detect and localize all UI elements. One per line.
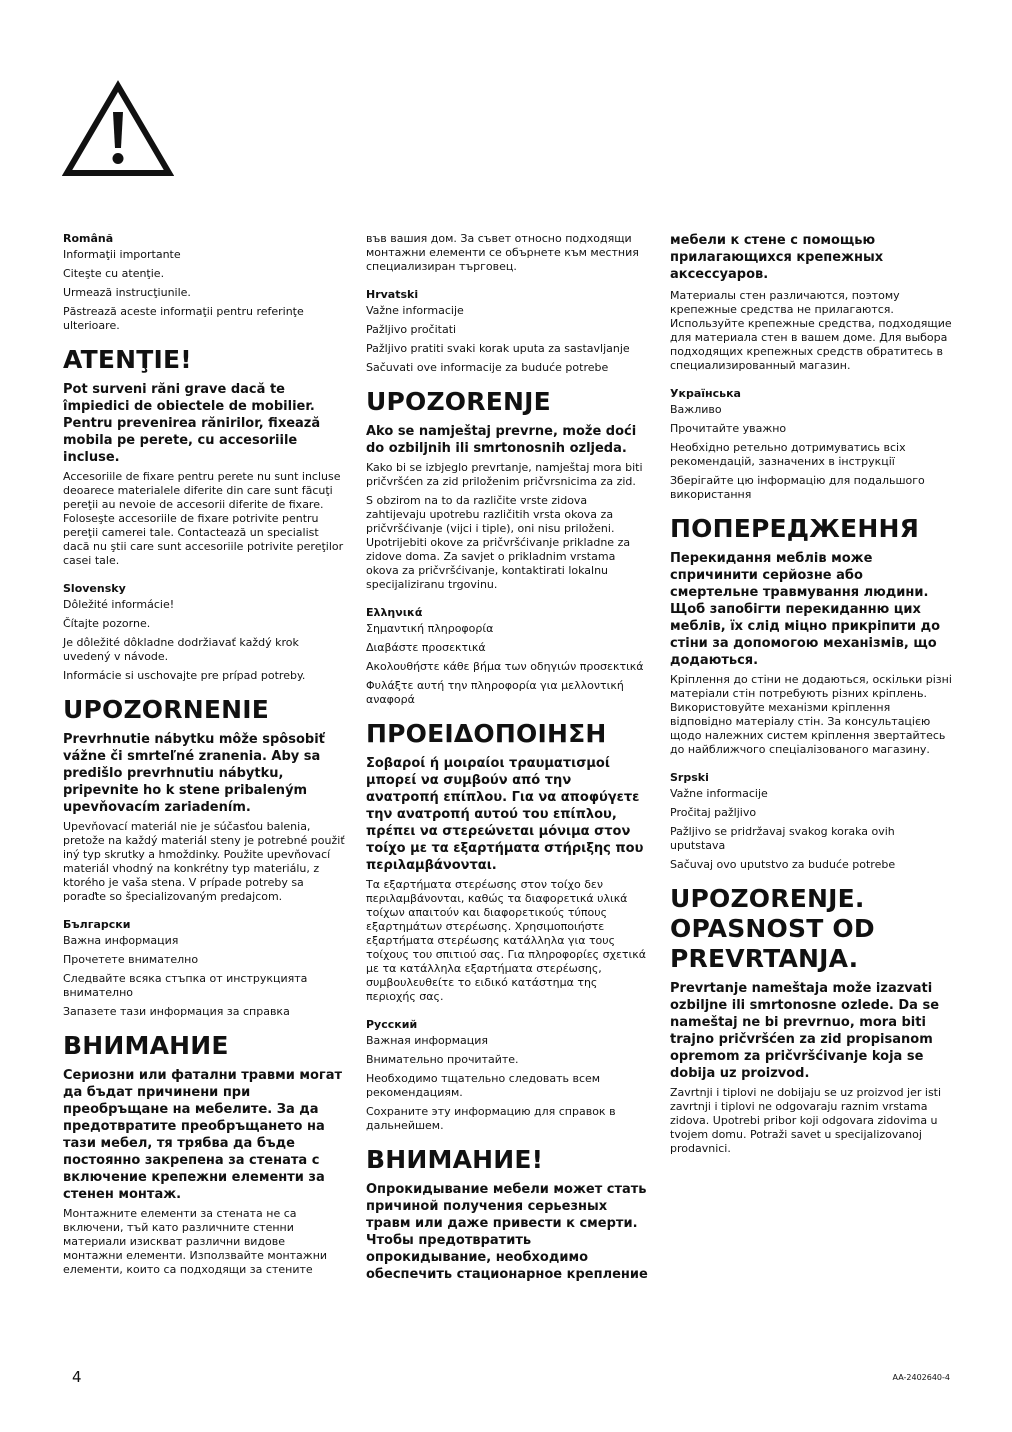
warning-lead: Ako se namještaj prevrne, može doći do ozbiljnih ili smrtonosnih ozljeda. bbox=[366, 424, 637, 456]
info-line: Внимательно прочитайте. bbox=[366, 1053, 519, 1066]
info-line: Dôležité informácie! bbox=[63, 598, 175, 611]
language-section bbox=[670, 387, 952, 771]
info-lines bbox=[670, 787, 952, 872]
info-line: Следвайте всяка стъпка от инструкцията внимателно bbox=[63, 972, 308, 999]
info-line: Необхідно ретельно дотримуватись всіх рекомендацій, зазначених в інструкції bbox=[670, 441, 906, 468]
language-section bbox=[63, 582, 345, 918]
language-section bbox=[366, 606, 648, 1018]
language-section bbox=[63, 918, 345, 1291]
info-line: Je dôležité dôkladne dodržiavať každý krok uvedený v návode. bbox=[63, 636, 299, 663]
info-line: Необходимо тщательно следовать всем рекомендациям. bbox=[366, 1072, 601, 1099]
warning-lead: Σοβαροί ή μοιραίοι τραυματισμοί μπορεί να συμβούν από την ανατροπή επίπλου. Για να αποφύγετε την ανατροπή αυτού του επίπλου, πρέπει να στερεώνεται μόνιμα στον τοίχο με τα εξαρτήματα στήριξης που περιλαμβάνονται. bbox=[366, 756, 644, 873]
info-lines bbox=[670, 403, 952, 502]
warning-paragraph: Zavrtnji i tiplovi ne dobijaju se uz proizvod jer isti zavrtnji i tiplovi ne odgovaraju raznim vrstama zidova. Upotrebi pribor koji odgovara zidovima u tvojem domu. Potraži savet u specijalizovanoj prodavnici. bbox=[670, 1086, 942, 1155]
warning-paragraph: Kako bi se izbjeglo prevrtanje, namještaj mora biti pričvršćen za zid priloženim pričvrsnicima za zid. bbox=[366, 461, 643, 488]
language-label: Slovensky bbox=[63, 582, 126, 595]
warning-heading: ВНИМАНИЕ! bbox=[366, 1145, 544, 1174]
info-line: Прочитайте уважно bbox=[670, 422, 787, 435]
warning-paragraph: Кріплення до стіни не додаються, оскільки різні матеріали стін потребують різних кріплень. Використовуйте механізми кріплення відповідно матеріалу стін. За консультацією щодо належних систем кріплення звертайтесь до найближчого спеціалізованого магазину. bbox=[670, 673, 952, 756]
info-line: Зберігайте цю інформацію для подальшого використання bbox=[670, 474, 925, 501]
warning-heading: UPOZORENJE bbox=[366, 387, 551, 416]
warning-triangle-icon bbox=[62, 80, 174, 178]
info-lines bbox=[63, 934, 345, 1019]
info-lines bbox=[366, 304, 648, 375]
info-lines bbox=[366, 622, 648, 707]
continued-paragraph: Материалы стен различаются, поэтому крепежные средства не прилагаются. Используйте крепежные средства, подходящие для материала стен в вашем доме. Для выбора подходящих крепежных средств обратитесь в специализированный магазин. bbox=[670, 289, 952, 372]
language-section bbox=[366, 1018, 648, 1296]
column-1 bbox=[63, 232, 345, 1291]
info-lines bbox=[63, 248, 345, 333]
info-line: Διαβάστε προσεκτικά bbox=[366, 641, 486, 654]
warning-heading: ПОПЕРЕДЖЕННЯ bbox=[670, 514, 920, 543]
info-line: Важная информация bbox=[366, 1034, 488, 1047]
language-label: Українська bbox=[670, 387, 741, 400]
info-lines bbox=[63, 598, 345, 683]
info-line: Sačuvati ove informacije za buduće potrebe bbox=[366, 361, 609, 374]
info-line: Pažljivo pročitati bbox=[366, 323, 457, 336]
info-line: Informaţii importante bbox=[63, 248, 181, 261]
language-label: Hrvatski bbox=[366, 288, 419, 301]
language-label: Български bbox=[63, 918, 131, 931]
language-section bbox=[366, 288, 648, 606]
warning-paragraph: Монтажните елементи за стената не са включени, тъй като различните стенни материали изискват различни видове монтажни елементи. Използвайте монтажни елементи, които са подходящи за стените bbox=[63, 1207, 328, 1276]
warning-paragraph: S obzirom na to da različite vrste zidova zahtijevaju upotrebu različitih vrsta okova za pričvršćivanje (vijci i tiple), oni nisu priloženi. Upotrijebiti okove za pričvršćivanje prikladne za zidove doma. Za savjet o prikladnim vrstama okova za pričvršćivanje, kontaktirati lokalnu specijaliziranu trgovinu. bbox=[366, 494, 631, 591]
info-line: Φυλάξτε αυτή την πληροφορία για μελλοντική αναφορά bbox=[366, 679, 624, 706]
info-line: Сохраните эту информацию для справок в дальнейшем. bbox=[366, 1105, 616, 1132]
language-section bbox=[63, 232, 345, 582]
warning-lead: Pot surveni răni grave dacă te împiedici de obiectele de mobilier. Pentru prevenirea rănirilor, fixează mobila pe perete, cu accesoriile incluse. bbox=[63, 382, 321, 465]
warning-lead: Prevrtanje nameštaja može izazvati ozbiljne ili smrtonosne ozlede. Da se nameštaj ne bi prevrnuo, mora biti trajno pričvršćen za zid propisanom opremom za pričvršćivanje koja se dobija uz proizvod. bbox=[670, 981, 940, 1081]
warning-heading: UPOZORENJE. OPASNOST OD PREVRTANJA. bbox=[670, 884, 875, 973]
warning-paragraph: Upevňovací materiál nie je súčasťou balenia, pretože na každý materiál steny je potrebné použiť iný typ skrutky a hmoždinky. Použite upevňovací materiál vhodný na konkrétny typ materiálu, z ktorého je vaša stena. V prípade potreby sa poraďte so špecializovaným predajcom. bbox=[63, 820, 345, 903]
info-line: Păstrează aceste informaţii pentru referinţe ulterioare. bbox=[63, 305, 304, 332]
language-section bbox=[670, 771, 952, 1170]
continued-warning-lead: мебели к стене с помощью прилагающихся крепежных аксессуаров. bbox=[670, 233, 884, 282]
language-label: Srpski bbox=[670, 771, 709, 784]
page-number: 4 bbox=[72, 1368, 82, 1386]
info-line: Прочетете внимателно bbox=[63, 953, 199, 966]
info-lines bbox=[366, 1034, 648, 1133]
warning-heading: ΠΡΟΕΙΔΟΠΟΙΗΣΗ bbox=[366, 719, 607, 748]
column-3 bbox=[670, 232, 952, 1170]
warning-lead: Prevrhnutie nábytku môže spôsobiť vážne či smrteľné zranenia. Aby sa predišlo prevrhnutiu nábytku, pripevnite ho k stene pribaleným upevňovacím zariadením. bbox=[63, 732, 325, 815]
info-line: Informácie si uschovajte pre prípad potreby. bbox=[63, 669, 306, 682]
language-label: Română bbox=[63, 232, 114, 245]
info-line: Citeşte cu atenţie. bbox=[63, 267, 165, 280]
info-line: Σημαντική πληροφορία bbox=[366, 622, 494, 635]
info-line: Sačuvaj ovo uputstvo za buduće potrebe bbox=[670, 858, 896, 871]
language-label: Ελληνικά bbox=[366, 606, 423, 619]
continued-paragraph: във вашия дом. За съвет относно подходящи монтажни елементи се обърнете към местния специализиран търговец. bbox=[366, 232, 639, 273]
document-code: AA-2402640-4 bbox=[892, 1373, 950, 1382]
warning-heading: ВНИМАНИЕ bbox=[63, 1031, 229, 1060]
info-line: Važne informacije bbox=[366, 304, 464, 317]
warning-heading: ATENŢIE! bbox=[63, 345, 192, 374]
language-label: Русский bbox=[366, 1018, 418, 1031]
warning-paragraph: Accesoriile de fixare pentru perete nu sunt incluse deoarece materialele diferite din care sunt făcuţi pereţii au nevoie de accesorii diferite de fixare. Foloseşte accesoriile de fixare potrivite pentru pereţii camerei tale. Contactează un specialist dacă nu ştii care sunt accesoriile potrivite pereţilor casei tale. bbox=[63, 470, 344, 567]
info-line: Pročitaj pažljivo bbox=[670, 806, 757, 819]
info-line: Pažljivo se pridržavaj svakog koraka ovih uputstava bbox=[670, 825, 895, 852]
column-2 bbox=[366, 232, 648, 1296]
warning-lead: Опрокидывание мебели может стать причиной получения серьезных травм или даже привести к смерти. Чтобы предотвратить опрокидывание, необходимо обеспечить стационарное крепление bbox=[366, 1182, 648, 1282]
warning-lead: Перекидання меблів може спричинити серйозне або смертельне травмування людини. Щоб запобігти перекиданню цих меблів, їх слід міцно прикріпити до стіни за допомогою механізмів, що додаються. bbox=[670, 551, 941, 668]
info-line: Važne informacije bbox=[670, 787, 768, 800]
warning-paragraph: Τα εξαρτήματα στερέωσης στον τοίχο δεν περιλαμβάνονται, καθώς τα διαφορετικά υλικά τοίχων απαιτούν και διαφορετικούς τύπους εξαρτημάτων στερέωσης. Χρησιμοποιήστε εξαρτήματα στερέωσης κατάλληλα για τους τοίχους του σπιτιού σας. Για πληροφορίες σχετικά με τα κατάλληλα εξαρτήματα στερέωσης, συμβουλευθείτε το ειδικό κατάστημα της περιοχής σας. bbox=[366, 878, 646, 1003]
info-line: Важна информация bbox=[63, 934, 179, 947]
info-line: Urmează instrucţiunile. bbox=[63, 286, 191, 299]
info-line: Важливо bbox=[670, 403, 722, 416]
warning-heading: UPOZORNENIE bbox=[63, 695, 270, 724]
info-line: Čítajte pozorne. bbox=[63, 617, 151, 630]
info-line: Запазете тази информация за справка bbox=[63, 1005, 290, 1018]
warning-lead: Сериозни или фатални травми могат да бъдат причинени при преобръщане на мебелите. За да предотвратите преобръщането на тази мебел, тя трябва да бъде постоянно закрепена за стената с включение крепежни елементи за стенен монтаж. bbox=[63, 1068, 343, 1202]
info-line: Pažljivo pratiti svaki korak uputa za sastavljanje bbox=[366, 342, 630, 355]
info-line: Ακολουθήστε κάθε βήμα των οδηγιών προσεκτικά bbox=[366, 660, 644, 673]
